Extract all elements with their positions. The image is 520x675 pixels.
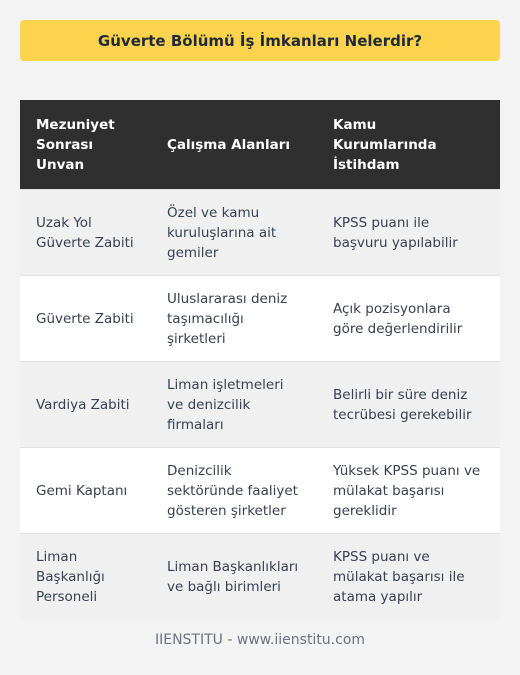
cell-fields: Özel ve kamu kuruluşlarına ait gemiler [151,190,317,276]
cell-fields: Liman işletmeleri ve denizcilik firmaları [151,362,317,448]
footer-credit: IIENSTITU - www.iienstitu.com [154,632,366,648]
column-header-title: Mezuniyet Sonrası Unvan [20,100,151,190]
column-header-fields: Çalışma Alanları [151,100,317,190]
cell-employment: Yüksek KPSS puanı ve mülakat başarısı gereklidir [317,448,500,534]
cell-fields: Denizcilik sektöründe faaliyet gösteren şirketler [151,448,317,534]
cell-fields: Liman Başkanlıkları ve bağlı birimleri [151,534,317,620]
cell-employment: KPSS puanı ve mülakat başarısı ile atama yapılır [317,534,500,620]
cell-fields: Uluslararası deniz taşımacılığı şirketleri [151,276,317,362]
table-row [20,448,500,534]
table-row [20,276,500,362]
cell-title: Güverte Zabiti [20,276,151,362]
table-row [20,534,500,620]
cell-employment: Belirli bir süre deniz tecrübesi gerekebilir [317,362,500,448]
table-row [20,190,500,276]
table-header-row [20,100,500,190]
column-header-public-employment: Kamu Kurumlarında İstihdam [317,100,500,190]
page-title-banner [20,20,500,61]
cell-employment: Açık pozisyonlara göre değerlendirilir [317,276,500,362]
table-row [20,362,500,448]
cell-title: Uzak Yol Güverte Zabiti [20,190,151,276]
career-table [20,100,500,619]
page-title: Güverte Bölümü İş İmkanları Nelerdir? [97,31,423,50]
cell-title: Liman Başkanlığı Personeli [20,534,151,620]
cell-title: Gemi Kaptanı [20,448,151,534]
cell-title: Vardiya Zabiti [20,362,151,448]
cell-employment: KPSS puanı ile başvuru yapılabilir [317,190,500,276]
